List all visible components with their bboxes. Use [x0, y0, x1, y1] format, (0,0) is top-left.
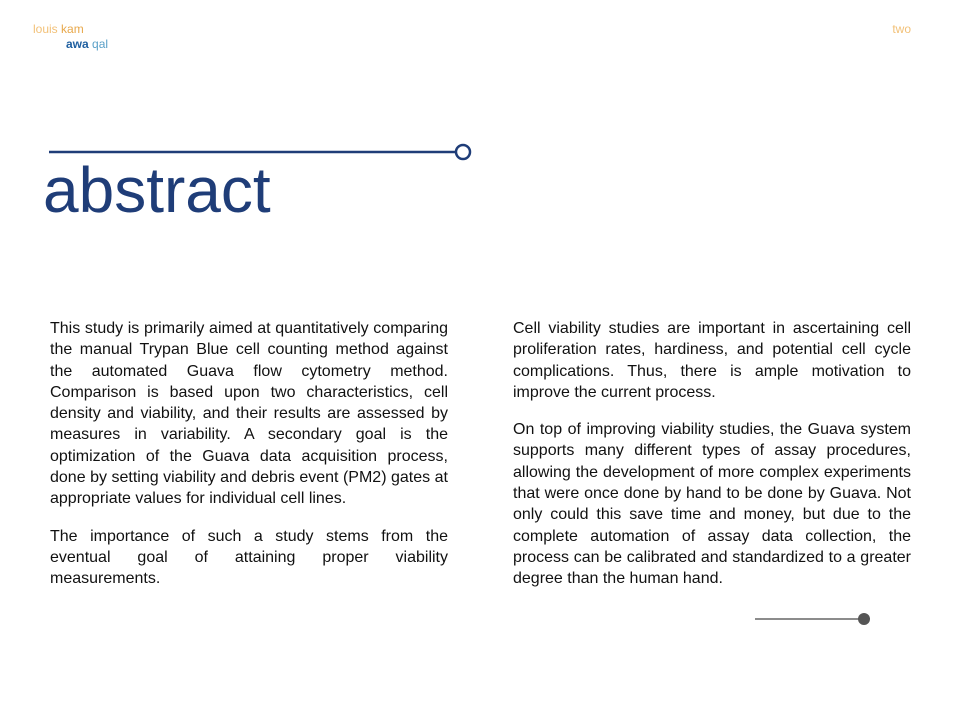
page-title: abstract: [43, 154, 271, 226]
decorative-dot: [858, 613, 870, 625]
left-paragraph-1: This study is primarily aimed at quantitatively comparing the manual Trypan Blue cell counting method against the automated Guava flow cytometry method. Comparison is based upon two characteristics, cell density and viability, and their results are assessed by measures in variability. A secondary goal is the optimization of the Guava data acquisition process, done by setting viability and debris event (PM2) gates at appropriate values for individual cell lines.: [50, 320, 448, 508]
coauthor-first-name: awa: [66, 37, 89, 51]
title-rule-circle: [456, 145, 470, 159]
decorative-line: [755, 609, 875, 629]
left-column: [50, 318, 448, 606]
page-number: two: [892, 22, 911, 36]
right-paragraph-1: Cell viability studies are important in ascertaining cell proliferation rates, hardiness, and potential cell cycle complications. Thus, there is ample motivation to improve the current process.: [513, 320, 911, 401]
author-line-2: [33, 37, 108, 52]
author-first-name: louis: [33, 22, 58, 36]
right-paragraph-2: On top of improving viability studies, the Guava system supports many different types of assay procedures, allowing the development of more complex experiments that were once done by hand to be done by Guava. Not only could this save time and money, but due to the complete automation of assay data collection, the process can be calibrated and standardized to a greater degree than the human hand.: [513, 421, 911, 588]
author-block: [33, 22, 108, 52]
left-paragraph-2: The importance of such a study stems from the eventual goal of attaining proper viability measurements.: [50, 527, 448, 588]
coauthor-last-name: qal: [92, 37, 109, 51]
right-column: [513, 318, 911, 606]
author-last-name: kam: [61, 22, 84, 36]
author-line-1: [33, 22, 108, 37]
